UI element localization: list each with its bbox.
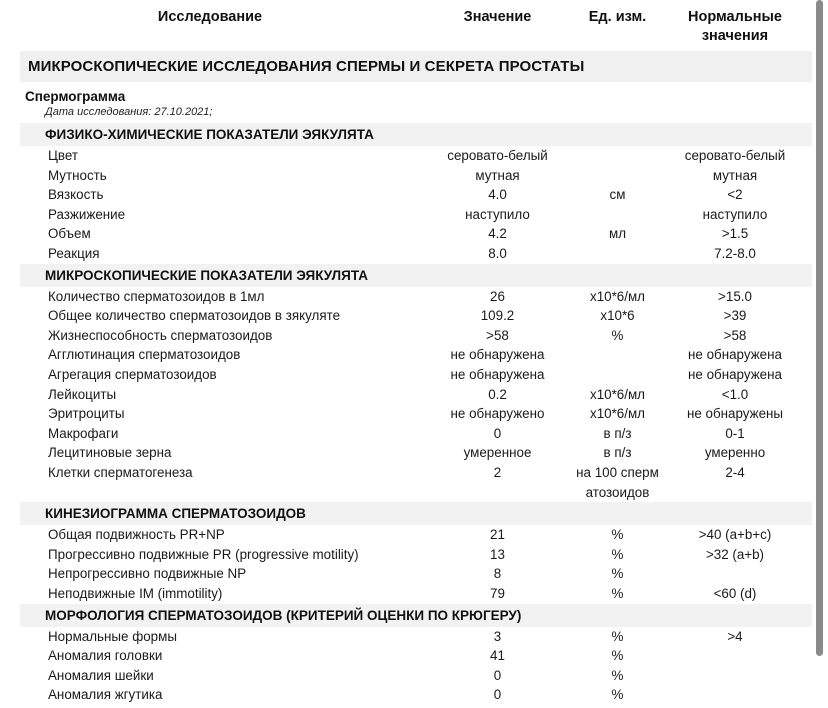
row-parameter-name: Общая подвижность PR+NP <box>48 527 225 543</box>
row-parameter-name: Аномалия жгутика <box>48 687 163 703</box>
row-value: мутная <box>475 167 520 183</box>
row-unit: мл <box>608 226 627 242</box>
row-parameter-name: Прогрессивно подвижные PR (progressive motility) <box>48 546 359 562</box>
row-value: 41 <box>490 648 505 664</box>
row-value: 0 <box>493 687 502 703</box>
row-unit: в п/з <box>603 425 632 441</box>
table-row <box>0 564 828 584</box>
row-unit: см <box>609 187 626 203</box>
row-parameter-name: Клетки сперматогенеза <box>48 465 193 480</box>
table-row <box>0 244 828 264</box>
row-parameter-name: Реакция <box>48 246 100 262</box>
row-unit: на 100 сперматозоидов <box>576 465 659 500</box>
row-normal-range: >1.5 <box>721 226 749 242</box>
row-normal-range: серовато-белый <box>684 148 786 164</box>
column-header-value: Значение <box>463 9 532 25</box>
table-row <box>0 525 828 545</box>
row-value: 0 <box>493 667 502 683</box>
table-row <box>0 345 828 365</box>
row-unit: х10*6 <box>600 308 635 324</box>
row-unit: % <box>611 667 624 683</box>
row-value: 8.0 <box>488 246 507 262</box>
row-value: 4.0 <box>488 187 507 203</box>
row-value: наступило <box>465 206 530 222</box>
table-row <box>0 685 828 705</box>
report-sections <box>0 123 828 705</box>
row-unit: % <box>611 327 624 343</box>
table-row <box>0 326 828 346</box>
table-row <box>0 627 828 647</box>
row-parameter-name: Эритроциты <box>48 406 125 422</box>
study-date: Дата исследования: 27.10.2021; <box>45 106 213 119</box>
row-value: >58 <box>486 327 509 343</box>
row-normal-range: >58 <box>723 327 747 343</box>
row-unit: х10*6/мл <box>590 406 645 422</box>
row-value: 109.2 <box>480 308 515 324</box>
document-title: МИКРОСКОПИЧЕСКИЕ ИССЛЕДОВАНИЯ СПЕРМЫ И СЕКРЕТА ПРОСТАТЫ <box>20 51 828 82</box>
row-value: 2 <box>493 465 502 480</box>
table-row <box>0 224 828 244</box>
row-parameter-name: Неподвижные IM (immotility) <box>48 585 223 601</box>
table-row <box>0 287 828 307</box>
table-row <box>0 443 828 463</box>
row-value: 8 <box>493 566 502 582</box>
row-unit: % <box>611 648 624 664</box>
row-parameter-name: Макрофаги <box>48 425 119 441</box>
row-value: 3 <box>493 628 502 644</box>
column-header-name: Исследование <box>157 9 263 25</box>
table-row <box>0 424 828 444</box>
row-parameter-name: Аномалия шейки <box>48 667 154 683</box>
row-parameter-name: Аномалия головки <box>48 648 163 664</box>
row-parameter-name: Лецитиновые зерна <box>48 445 172 461</box>
row-parameter-name: Цвет <box>48 148 79 164</box>
row-normal-range: >40 (a+b+c) <box>698 527 772 543</box>
table-row <box>0 365 828 385</box>
row-value: умеренное <box>463 445 532 461</box>
row-normal-range: не обнаружена <box>688 367 782 383</box>
row-parameter-name: Вязкость <box>48 187 104 203</box>
table-row <box>0 205 828 225</box>
row-unit: % <box>611 527 624 543</box>
row-parameter-name: Лейкоциты <box>48 386 117 402</box>
table-row <box>0 646 828 666</box>
row-parameter-name: Общее количество сперматозоидов в зякуляте <box>48 308 341 324</box>
row-value: 26 <box>490 288 505 304</box>
section-header: МИКРОСКОПИЧЕСКИЕ ПОКАЗАТЕЛИ ЭЯКУЛЯТА <box>20 264 828 287</box>
row-value: не обнаружено <box>450 406 545 422</box>
vertical-scrollbar[interactable] <box>812 0 828 708</box>
row-unit: % <box>611 585 624 601</box>
study-name: Спермограмма <box>25 89 126 105</box>
table-row <box>0 185 828 205</box>
row-unit: х10*6/мл <box>590 288 645 304</box>
row-unit: % <box>611 628 624 644</box>
section-header: ФИЗИКО-ХИМИЧЕСКИЕ ПОКАЗАТЕЛИ ЭЯКУЛЯТА <box>20 123 828 146</box>
row-parameter-name: Непрогрессивно подвижные NP <box>48 566 247 582</box>
row-value: 0.2 <box>488 386 507 402</box>
table-row <box>0 584 828 604</box>
row-unit: % <box>611 546 624 562</box>
row-normal-range: >39 <box>723 308 747 324</box>
row-normal-range: 7.2-8.0 <box>714 246 756 262</box>
table-row <box>0 146 828 166</box>
table-row <box>0 545 828 565</box>
table-row <box>0 385 828 405</box>
row-parameter-name: Агрегация сперматозоидов <box>48 367 217 383</box>
row-normal-range: не обнаружена <box>688 347 782 363</box>
row-value: не обнаружена <box>450 367 545 383</box>
row-parameter-name: Разжижение <box>48 206 126 222</box>
row-normal-range: 0-1 <box>725 425 745 441</box>
row-value: не обнаружена <box>450 347 545 363</box>
row-normal-range: <1.0 <box>721 386 749 402</box>
row-value: 21 <box>490 527 505 543</box>
column-header-unit: Ед. изм. <box>588 9 647 25</box>
row-value: 79 <box>490 585 505 601</box>
row-value: 0 <box>493 425 502 441</box>
row-normal-range: <2 <box>727 187 743 203</box>
row-parameter-name: Количество сперматозоидов в 1мл <box>48 288 265 304</box>
row-parameter-name: Объем <box>48 226 91 242</box>
table-row <box>0 404 828 424</box>
table-row <box>0 463 828 502</box>
row-normal-range: >15.0 <box>718 288 752 304</box>
section-header: МОРФОЛОГИЯ СПЕРМАТОЗОИДОВ (КРИТЕРИЙ ОЦЕНКИ ПО КРЮГЕРУ) <box>20 604 828 627</box>
row-unit: в п/з <box>603 445 632 461</box>
row-unit: % <box>611 566 624 582</box>
row-value: 13 <box>490 546 505 562</box>
row-value: 4.2 <box>488 226 507 242</box>
row-parameter-name: Мутность <box>48 167 107 183</box>
table-row <box>0 306 828 326</box>
row-normal-range: <60 (d) <box>713 585 757 601</box>
row-normal-range: наступило <box>702 206 768 222</box>
row-normal-range: 2-4 <box>725 465 745 480</box>
row-parameter-name: Жизнеспособность сперматозоидов <box>48 327 273 343</box>
row-value: серовато-белый <box>447 148 548 164</box>
row-parameter-name: Агглютинация сперматозоидов <box>48 347 241 363</box>
table-row <box>0 666 828 686</box>
row-normal-range: умеренно <box>704 445 766 461</box>
table-column-headers <box>0 0 828 51</box>
row-parameter-name: Нормальные формы <box>48 628 177 644</box>
section-header: КИНЕЗИОГРАММА СПЕРМАТОЗОИДОВ <box>20 502 828 525</box>
row-normal-range: >32 (a+b) <box>705 546 765 562</box>
column-header-norm: Нормальные значения <box>688 9 782 44</box>
row-normal-range: не обнаружены <box>686 406 784 422</box>
row-unit: х10*6/мл <box>590 386 645 402</box>
row-normal-range: мутная <box>712 167 758 183</box>
table-row <box>0 166 828 186</box>
row-unit: % <box>611 687 624 703</box>
scrollbar-thumb[interactable] <box>816 0 823 656</box>
row-normal-range: >4 <box>727 628 743 644</box>
